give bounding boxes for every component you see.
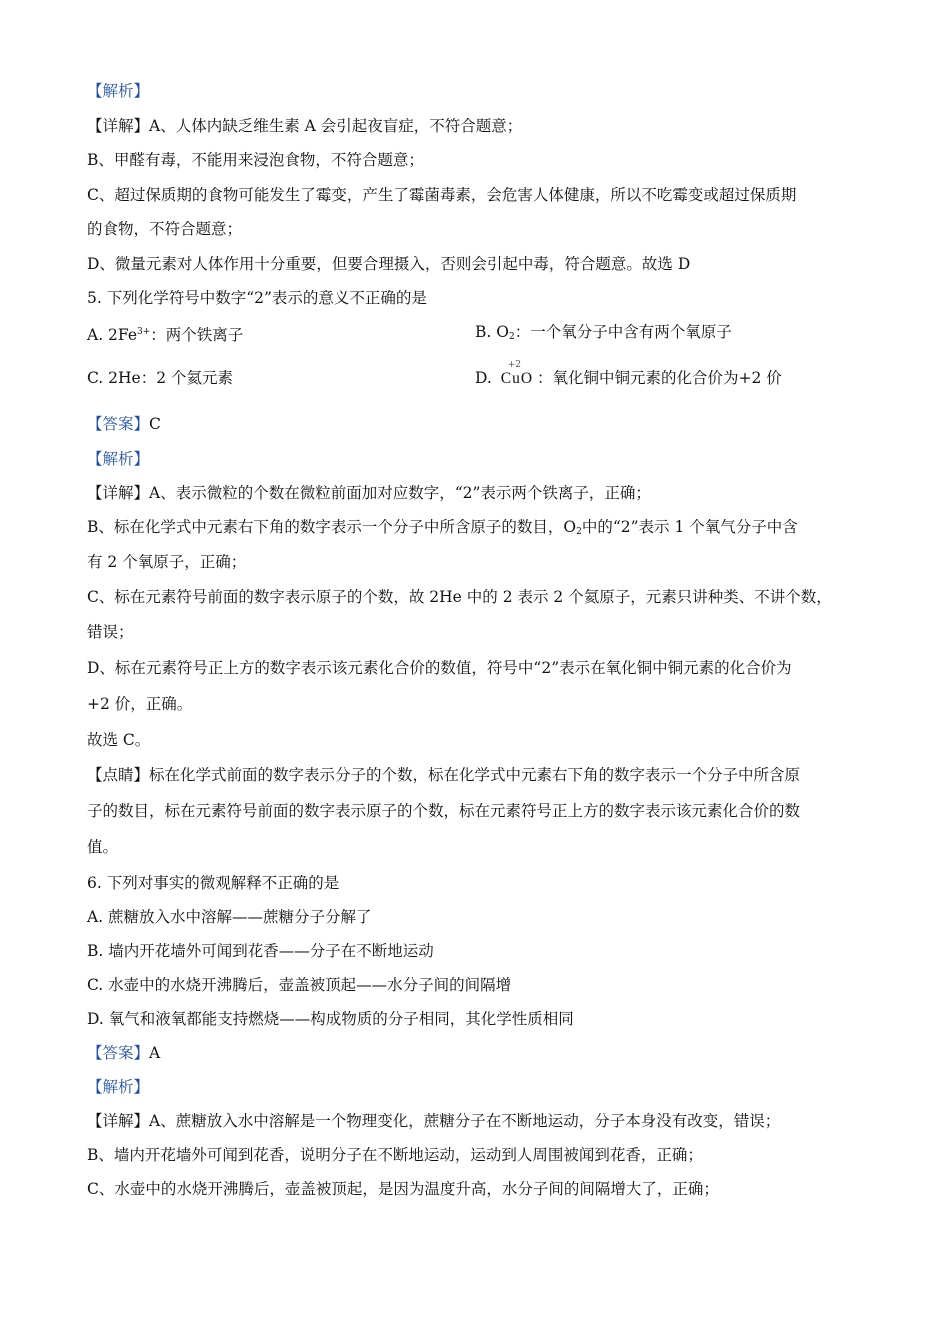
text-line: B、甲醛有毒，不能用来浸泡食物，不符合题意； xyxy=(87,151,424,169)
option-d: D. 氧气和液氧都能支持燃烧——构成物质的分子相同，其化学性质相同 xyxy=(87,1010,574,1028)
text-line: D、微量元素对人体作用十分重要，但要合理摄入，否则会引起中毒，符合题意。故选 D xyxy=(87,255,691,273)
option-b: B. 墙内开花墙外可闻到花香——分子在不断地运动 xyxy=(87,942,434,960)
text-line: +2 价，正确。 xyxy=(87,695,193,713)
option-c: C. 水壶中的水烧开沸腾后，壶盖被顶起——水分子间的间隔增 xyxy=(87,976,512,994)
detail-tag: 【详解】 xyxy=(87,117,150,135)
detail-text: A、人体内缺乏维生素 A 会引起夜盲症，不符合题意； xyxy=(149,117,523,135)
option-b: B. $O_2$：一个氧分子中含有两个氧原子 xyxy=(475,323,732,342)
answer-line xyxy=(87,1043,870,1063)
analysis-tag: 【解析】 xyxy=(87,450,150,468)
text-line: 有 2 个氧原子，正确； xyxy=(87,553,247,571)
tip-paragraph xyxy=(87,765,870,785)
analysis-tag: 【解析】 xyxy=(87,82,150,100)
question-5-options-cd xyxy=(87,360,870,388)
tip-tag: 【点睛】 xyxy=(87,766,150,784)
text-line: 故选 C。 xyxy=(87,731,151,749)
text-line: 的食物，不符合题意； xyxy=(87,220,243,238)
detail-paragraph xyxy=(87,116,870,136)
text-line: 值。 xyxy=(87,838,119,856)
answer-value: A xyxy=(149,1044,161,1062)
detail-paragraph xyxy=(87,1111,870,1131)
text-line: B、标在化学式中元素右下角的数字表示一个分子中所含原子的数目，$O_2$中的“2”表示 1 个氧气分子中含 xyxy=(87,518,798,537)
option-a: A. 蔗糖放入水中溶解——蔗糖分子分解了 xyxy=(87,908,372,926)
question-5-options-ab xyxy=(87,322,870,345)
analysis-tag: 【解析】 xyxy=(87,1078,150,1096)
answer-line xyxy=(87,414,870,434)
analysis-heading xyxy=(87,449,870,469)
question-6-stem: 6. 下列对事实的微观解释不正确的是 xyxy=(87,874,340,892)
text-line: C、水壶中的水烧开沸腾后，壶盖被顶起，是因为温度升高，水分子间的间隔增大了，正确； xyxy=(87,1180,719,1198)
question-5-stem: 5. 下列化学符号中数字“2”表示的意义不正确的是 xyxy=(87,289,427,307)
text-line: 错误； xyxy=(87,623,134,641)
detail-paragraph xyxy=(87,483,870,503)
detail-text: A、蔗糖放入水中溶解是一个物理变化，蔗糖分子在不断地运动，分子本身没有改变，错误； xyxy=(149,1112,781,1130)
option-c: C. 2He：2 个氦元素 xyxy=(87,369,234,387)
text-line: D、标在元素符号正上方的数字表示该元素化合价的数值，符号中“2”表示在氧化铜中铜元素的化合价为 xyxy=(87,659,792,677)
detail-text: A、表示微粒的个数在微粒前面加对应数字，“2”表示两个铁离子，正确； xyxy=(149,484,651,502)
tip-text: 标在化学式前面的数字表示分子的个数，标在化学式中元素右下角的数字表示一个分子中所含原 xyxy=(149,766,801,784)
text-line: C、标在元素符号前面的数字表示原子的个数，故 2He 中的 2 表示 2 个氦原子，元素只讲种类、不讲个数， xyxy=(87,588,832,606)
text-line: 子的数目，标在元素符号前面的数字表示原子的个数，标在元素符号正上方的数字表示该元素化合价的数 xyxy=(87,802,801,820)
detail-tag: 【详解】 xyxy=(87,1112,150,1130)
detail-tag: 【详解】 xyxy=(87,484,150,502)
analysis-heading xyxy=(87,1077,870,1097)
text-line: C、超过保质期的食物可能发生了霉变，产生了霉菌毒素，会危害人体健康，所以不吃霉变或超过保质期 xyxy=(87,186,797,204)
answer-tag: 【答案】 xyxy=(87,415,150,433)
text-line: B、墙内开花墙外可闻到花香，说明分子在不断地运动，运动到人周围被闻到花香，正确； xyxy=(87,1146,703,1164)
option-d: D. +2 CuO ：氧化铜中铜元素的化合价为+2 价 xyxy=(475,360,782,387)
answer-value: C xyxy=(149,415,161,433)
option-a: A. $2Fe^{3+}$：两个铁离子 xyxy=(87,326,244,344)
analysis-heading xyxy=(87,81,870,101)
cuo-formula: +2 CuO xyxy=(500,360,534,387)
answer-tag: 【答案】 xyxy=(87,1044,150,1062)
